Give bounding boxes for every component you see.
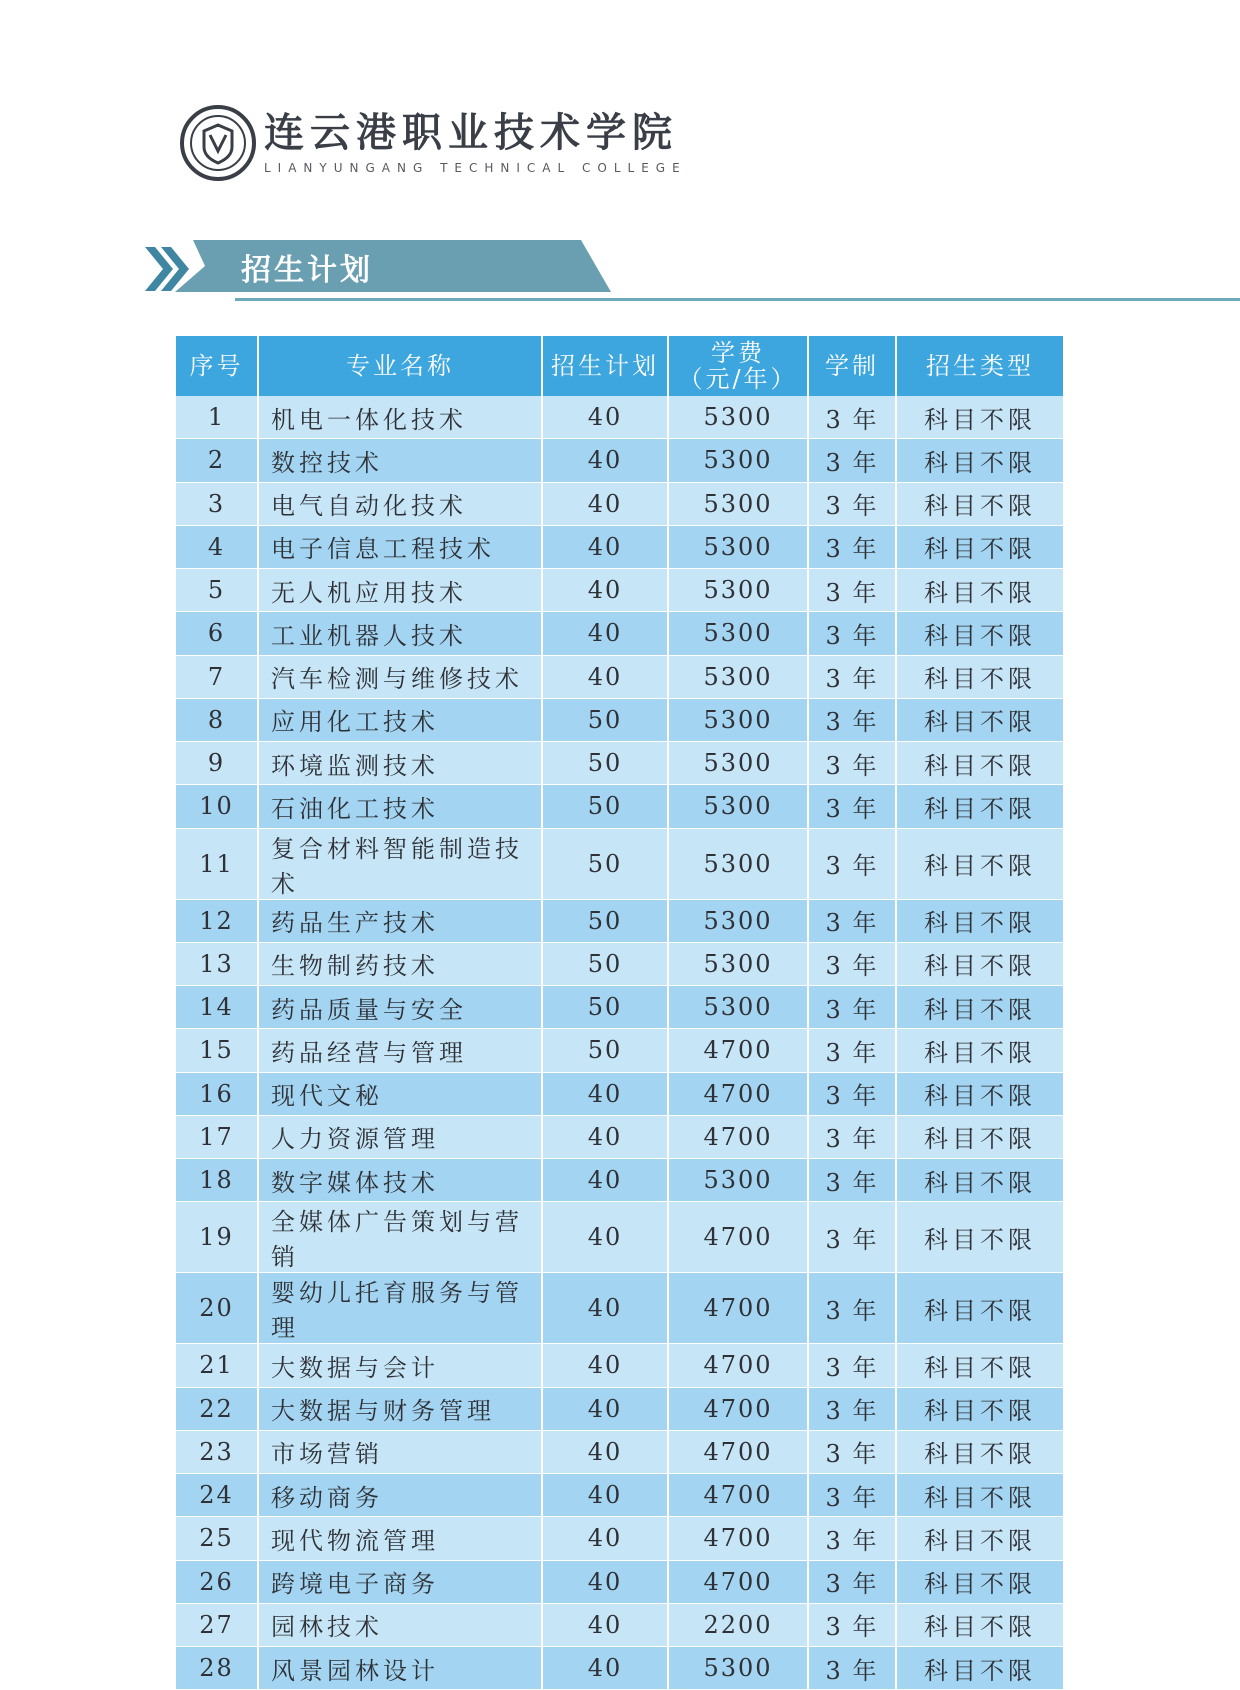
cell-major: 药品生产技术 [258,899,542,942]
cell-major: 工业机器人技术 [258,612,542,655]
table-row [176,1517,1063,1560]
cell-quota: 50 [542,828,668,899]
cell-index: 23 [176,1430,258,1473]
cell-fee: 5300 [668,899,808,942]
cell-index: 9 [176,742,258,785]
cell-fee: 4700 [668,1115,808,1158]
cell-quota: 40 [542,439,668,482]
cell-major: 现代物流管理 [258,1517,542,1560]
cell-duration: 3 年 [808,1159,896,1202]
cell-index: 20 [176,1273,258,1344]
college-logo-text [264,111,687,175]
cell-type: 科目不限 [896,1647,1063,1690]
cell-type: 科目不限 [896,525,1063,568]
cell-fee: 5300 [668,785,808,828]
cell-index: 25 [176,1517,258,1560]
cell-quota: 40 [542,1159,668,1202]
cell-type: 科目不限 [896,1072,1063,1115]
cell-type: 科目不限 [896,742,1063,785]
cell-quota: 50 [542,1029,668,1072]
section-header [145,240,1240,306]
cell-fee: 4700 [668,1474,808,1517]
cell-type: 科目不限 [896,482,1063,525]
cell-index: 21 [176,1344,258,1387]
cell-major: 大数据与财务管理 [258,1387,542,1430]
cell-fee: 4700 [668,1273,808,1344]
cell-fee: 5300 [668,742,808,785]
cell-duration: 3 年 [808,742,896,785]
cell-quota: 50 [542,899,668,942]
cell-duration: 3 年 [808,785,896,828]
cell-quota: 40 [542,1273,668,1344]
table-row [176,1430,1063,1473]
cell-major: 应用化工技术 [258,698,542,741]
table-row [176,698,1063,741]
cell-fee: 4700 [668,1072,808,1115]
cell-major: 婴幼儿托育服务与管理 [258,1273,542,1344]
table-row [176,899,1063,942]
cell-fee: 2200 [668,1603,808,1646]
cell-major: 电子信息工程技术 [258,525,542,568]
cell-major: 园林技术 [258,1603,542,1646]
table-row [176,1029,1063,1072]
cell-index: 16 [176,1072,258,1115]
table-row [176,525,1063,568]
cell-type: 科目不限 [896,1159,1063,1202]
cell-major: 大数据与会计 [258,1344,542,1387]
cell-duration: 3 年 [808,942,896,985]
cell-major: 环境监测技术 [258,742,542,785]
cell-duration: 3 年 [808,1387,896,1430]
cell-type: 科目不限 [896,828,1063,899]
header-fee [668,336,808,396]
cell-index: 1 [176,396,258,439]
cell-duration: 3 年 [808,1202,896,1273]
cell-major: 数控技术 [258,439,542,482]
cell-quota: 50 [542,942,668,985]
cell-quota: 40 [542,1560,668,1603]
cell-index: 4 [176,525,258,568]
table-row [176,1159,1063,1202]
header-major: 专业名称 [258,336,542,396]
cell-index: 15 [176,1029,258,1072]
cell-quota: 40 [542,1387,668,1430]
cell-type: 科目不限 [896,1273,1063,1344]
cell-quota: 40 [542,569,668,612]
cell-major: 机电一体化技术 [258,396,542,439]
cell-index: 14 [176,986,258,1029]
header-type: 招生类型 [896,336,1063,396]
header-index: 序号 [176,336,258,396]
cell-index: 5 [176,569,258,612]
cell-index: 13 [176,942,258,985]
cell-duration: 3 年 [808,1474,896,1517]
table-row [176,742,1063,785]
cell-fee: 5300 [668,986,808,1029]
cell-fee: 5300 [668,396,808,439]
cell-fee: 4700 [668,1517,808,1560]
table-row [176,1273,1063,1344]
cell-quota: 40 [542,482,668,525]
cell-major: 生物制药技术 [258,942,542,985]
cell-fee: 4700 [668,1387,808,1430]
table-row [176,828,1063,899]
table-row [176,1387,1063,1430]
cell-index: 17 [176,1115,258,1158]
cell-type: 科目不限 [896,569,1063,612]
cell-major: 跨境电子商务 [258,1560,542,1603]
header-fee-label: 学费 [711,339,765,367]
table-row [176,785,1063,828]
table-row [176,1072,1063,1115]
cell-duration: 3 年 [808,1344,896,1387]
cell-fee: 5300 [668,1159,808,1202]
cell-duration: 3 年 [808,1115,896,1158]
cell-duration: 3 年 [808,1517,896,1560]
table-row [176,942,1063,985]
cell-fee: 5300 [668,525,808,568]
cell-fee: 4700 [668,1560,808,1603]
cell-quota: 50 [542,698,668,741]
cell-major: 药品质量与安全 [258,986,542,1029]
cell-type: 科目不限 [896,655,1063,698]
cell-type: 科目不限 [896,942,1063,985]
table-row [176,439,1063,482]
cell-quota: 40 [542,396,668,439]
cell-index: 18 [176,1159,258,1202]
cell-duration: 3 年 [808,828,896,899]
cell-index: 12 [176,899,258,942]
table-row [176,1560,1063,1603]
cell-duration: 3 年 [808,1560,896,1603]
cell-duration: 3 年 [808,525,896,568]
cell-fee: 5300 [668,655,808,698]
cell-duration: 3 年 [808,1273,896,1344]
cell-major: 现代文秘 [258,1072,542,1115]
cell-duration: 3 年 [808,1029,896,1072]
college-logo [180,105,687,181]
cell-major: 市场营销 [258,1430,542,1473]
cell-type: 科目不限 [896,1560,1063,1603]
cell-quota: 40 [542,1603,668,1646]
cell-type: 科目不限 [896,1387,1063,1430]
cell-major: 电气自动化技术 [258,482,542,525]
cell-type: 科目不限 [896,396,1063,439]
table-row [176,986,1063,1029]
cell-fee: 5300 [668,698,808,741]
table-row [176,1474,1063,1517]
cell-index: 3 [176,482,258,525]
cell-fee: 4700 [668,1344,808,1387]
table-header-row [176,336,1063,396]
cell-major: 全媒体广告策划与营销 [258,1202,542,1273]
cell-type: 科目不限 [896,1202,1063,1273]
cell-quota: 40 [542,612,668,655]
cell-duration: 3 年 [808,655,896,698]
cell-index: 7 [176,655,258,698]
cell-quota: 40 [542,1344,668,1387]
cell-type: 科目不限 [896,612,1063,655]
cell-fee: 4700 [668,1430,808,1473]
cell-index: 2 [176,439,258,482]
table-body [176,396,1063,1690]
cell-major: 石油化工技术 [258,785,542,828]
table-row [176,1647,1063,1690]
table-row [176,1344,1063,1387]
cell-quota: 50 [542,742,668,785]
table-row [176,612,1063,655]
enrollment-plan-table [176,336,1063,1690]
college-emblem-icon [180,105,256,181]
cell-quota: 50 [542,986,668,1029]
section-divider [235,298,1240,301]
cell-type: 科目不限 [896,439,1063,482]
table-row [176,1603,1063,1646]
header-fee-unit: （元/年） [678,365,798,393]
table-row [176,396,1063,439]
cell-major: 人力资源管理 [258,1115,542,1158]
cell-type: 科目不限 [896,698,1063,741]
cell-major: 药品经营与管理 [258,1029,542,1072]
cell-index: 27 [176,1603,258,1646]
college-name-cn: 连云港职业技术学院 [264,109,678,156]
cell-quota: 40 [542,1474,668,1517]
section-title: 招生计划 [241,253,373,288]
header-duration: 学制 [808,336,896,396]
cell-fee: 4700 [668,1202,808,1273]
cell-duration: 3 年 [808,439,896,482]
table-row [176,655,1063,698]
cell-fee: 5300 [668,612,808,655]
cell-quota: 40 [542,1072,668,1115]
cell-fee: 5300 [668,482,808,525]
cell-type: 科目不限 [896,986,1063,1029]
cell-type: 科目不限 [896,899,1063,942]
cell-fee: 5300 [668,828,808,899]
cell-index: 19 [176,1202,258,1273]
cell-major: 无人机应用技术 [258,569,542,612]
cell-duration: 3 年 [808,1430,896,1473]
cell-major: 复合材料智能制造技术 [258,828,542,899]
cell-index: 11 [176,828,258,899]
cell-quota: 40 [542,1430,668,1473]
cell-duration: 3 年 [808,1603,896,1646]
cell-quota: 40 [542,525,668,568]
cell-duration: 3 年 [808,569,896,612]
cell-fee: 5300 [668,1647,808,1690]
cell-type: 科目不限 [896,1344,1063,1387]
cell-major: 数字媒体技术 [258,1159,542,1202]
cell-duration: 3 年 [808,698,896,741]
cell-quota: 40 [542,1202,668,1273]
cell-duration: 3 年 [808,1072,896,1115]
cell-duration: 3 年 [808,482,896,525]
cell-type: 科目不限 [896,1517,1063,1560]
cell-index: 6 [176,612,258,655]
cell-index: 22 [176,1387,258,1430]
table-row [176,1202,1063,1273]
cell-quota: 40 [542,1517,668,1560]
cell-index: 28 [176,1647,258,1690]
cell-duration: 3 年 [808,396,896,439]
header-quota: 招生计划 [542,336,668,396]
cell-fee: 5300 [668,569,808,612]
table-row [176,1115,1063,1158]
cell-quota: 50 [542,785,668,828]
cell-duration: 3 年 [808,612,896,655]
cell-index: 26 [176,1560,258,1603]
cell-major: 汽车检测与维修技术 [258,655,542,698]
cell-index: 8 [176,698,258,741]
cell-type: 科目不限 [896,1603,1063,1646]
cell-type: 科目不限 [896,1115,1063,1158]
cell-fee: 5300 [668,942,808,985]
college-name-en: LIANYUNGANG TECHNICAL COLLEGE [264,161,687,175]
table-row [176,482,1063,525]
cell-index: 10 [176,785,258,828]
table-row [176,569,1063,612]
cell-type: 科目不限 [896,1474,1063,1517]
cell-type: 科目不限 [896,785,1063,828]
cell-quota: 40 [542,655,668,698]
cell-type: 科目不限 [896,1430,1063,1473]
cell-duration: 3 年 [808,899,896,942]
cell-quota: 40 [542,1115,668,1158]
cell-quota: 40 [542,1647,668,1690]
cell-major: 移动商务 [258,1474,542,1517]
cell-duration: 3 年 [808,1647,896,1690]
cell-fee: 5300 [668,439,808,482]
cell-major: 风景园林设计 [258,1647,542,1690]
cell-type: 科目不限 [896,1029,1063,1072]
cell-duration: 3 年 [808,986,896,1029]
cell-index: 24 [176,1474,258,1517]
cell-fee: 4700 [668,1029,808,1072]
